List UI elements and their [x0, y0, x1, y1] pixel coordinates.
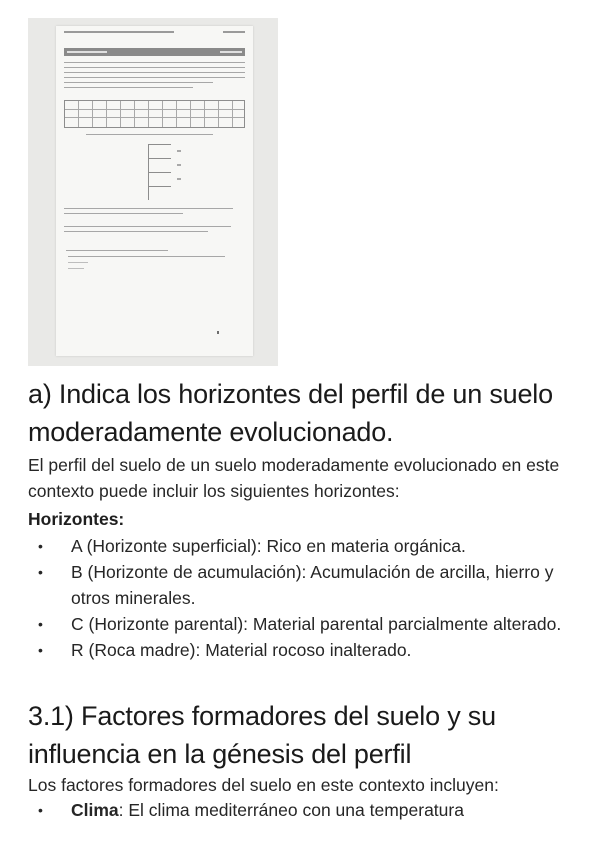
worksheet-soil-profile-figure: [148, 144, 183, 200]
bullet-icon: •: [38, 616, 43, 632]
section-31-heading: 3.1) Factores formadores del suelo y su influencia en la génesis del perfil: [28, 701, 496, 769]
factor-term: Clima: [71, 800, 119, 820]
list-item-text: A (Horizonte superficial): Rico en materia orgánica.: [71, 536, 466, 556]
list-item: [0, 797, 600, 823]
bullet-icon: •: [38, 642, 43, 658]
list-item: [0, 611, 600, 637]
horizons-list: [0, 533, 600, 663]
factors-list: [0, 797, 600, 823]
worksheet-photo: [28, 18, 278, 366]
bullet-icon: •: [38, 538, 43, 554]
worksheet-header-line: [64, 31, 245, 37]
section-31-intro: Los factores formadores del suelo en este contexto incluyen:: [28, 775, 499, 795]
section-a-heading: a) Indica los horizontes del perfil de un suelo moderadamente evolucionado.: [28, 379, 553, 447]
section-a-intro: El perfil del suelo de un suelo moderadamente evolucionado en este contexto puede incluir los siguientes horizontes:: [28, 455, 560, 501]
list-item: [0, 559, 600, 611]
list-item: [0, 533, 600, 559]
list-item-text: C (Horizonte parental): Material parental parcialmente alterado.: [71, 614, 562, 634]
list-item-text: B (Horizonte de acumulación): Acumulación de arcilla, hierro y otros minerales.: [71, 562, 554, 608]
worksheet-page: [56, 26, 253, 356]
factor-text: : El clima mediterráneo con una temperatura: [118, 800, 464, 820]
list-item-text: R (Roca madre): Material rocoso inalterado.: [71, 640, 412, 660]
horizons-label: Horizontes:: [28, 509, 125, 529]
worksheet-section-band: [64, 48, 245, 56]
list-item: [0, 637, 600, 663]
bullet-icon: •: [38, 564, 43, 580]
bullet-icon: •: [38, 802, 43, 818]
worksheet-table: [64, 100, 245, 128]
